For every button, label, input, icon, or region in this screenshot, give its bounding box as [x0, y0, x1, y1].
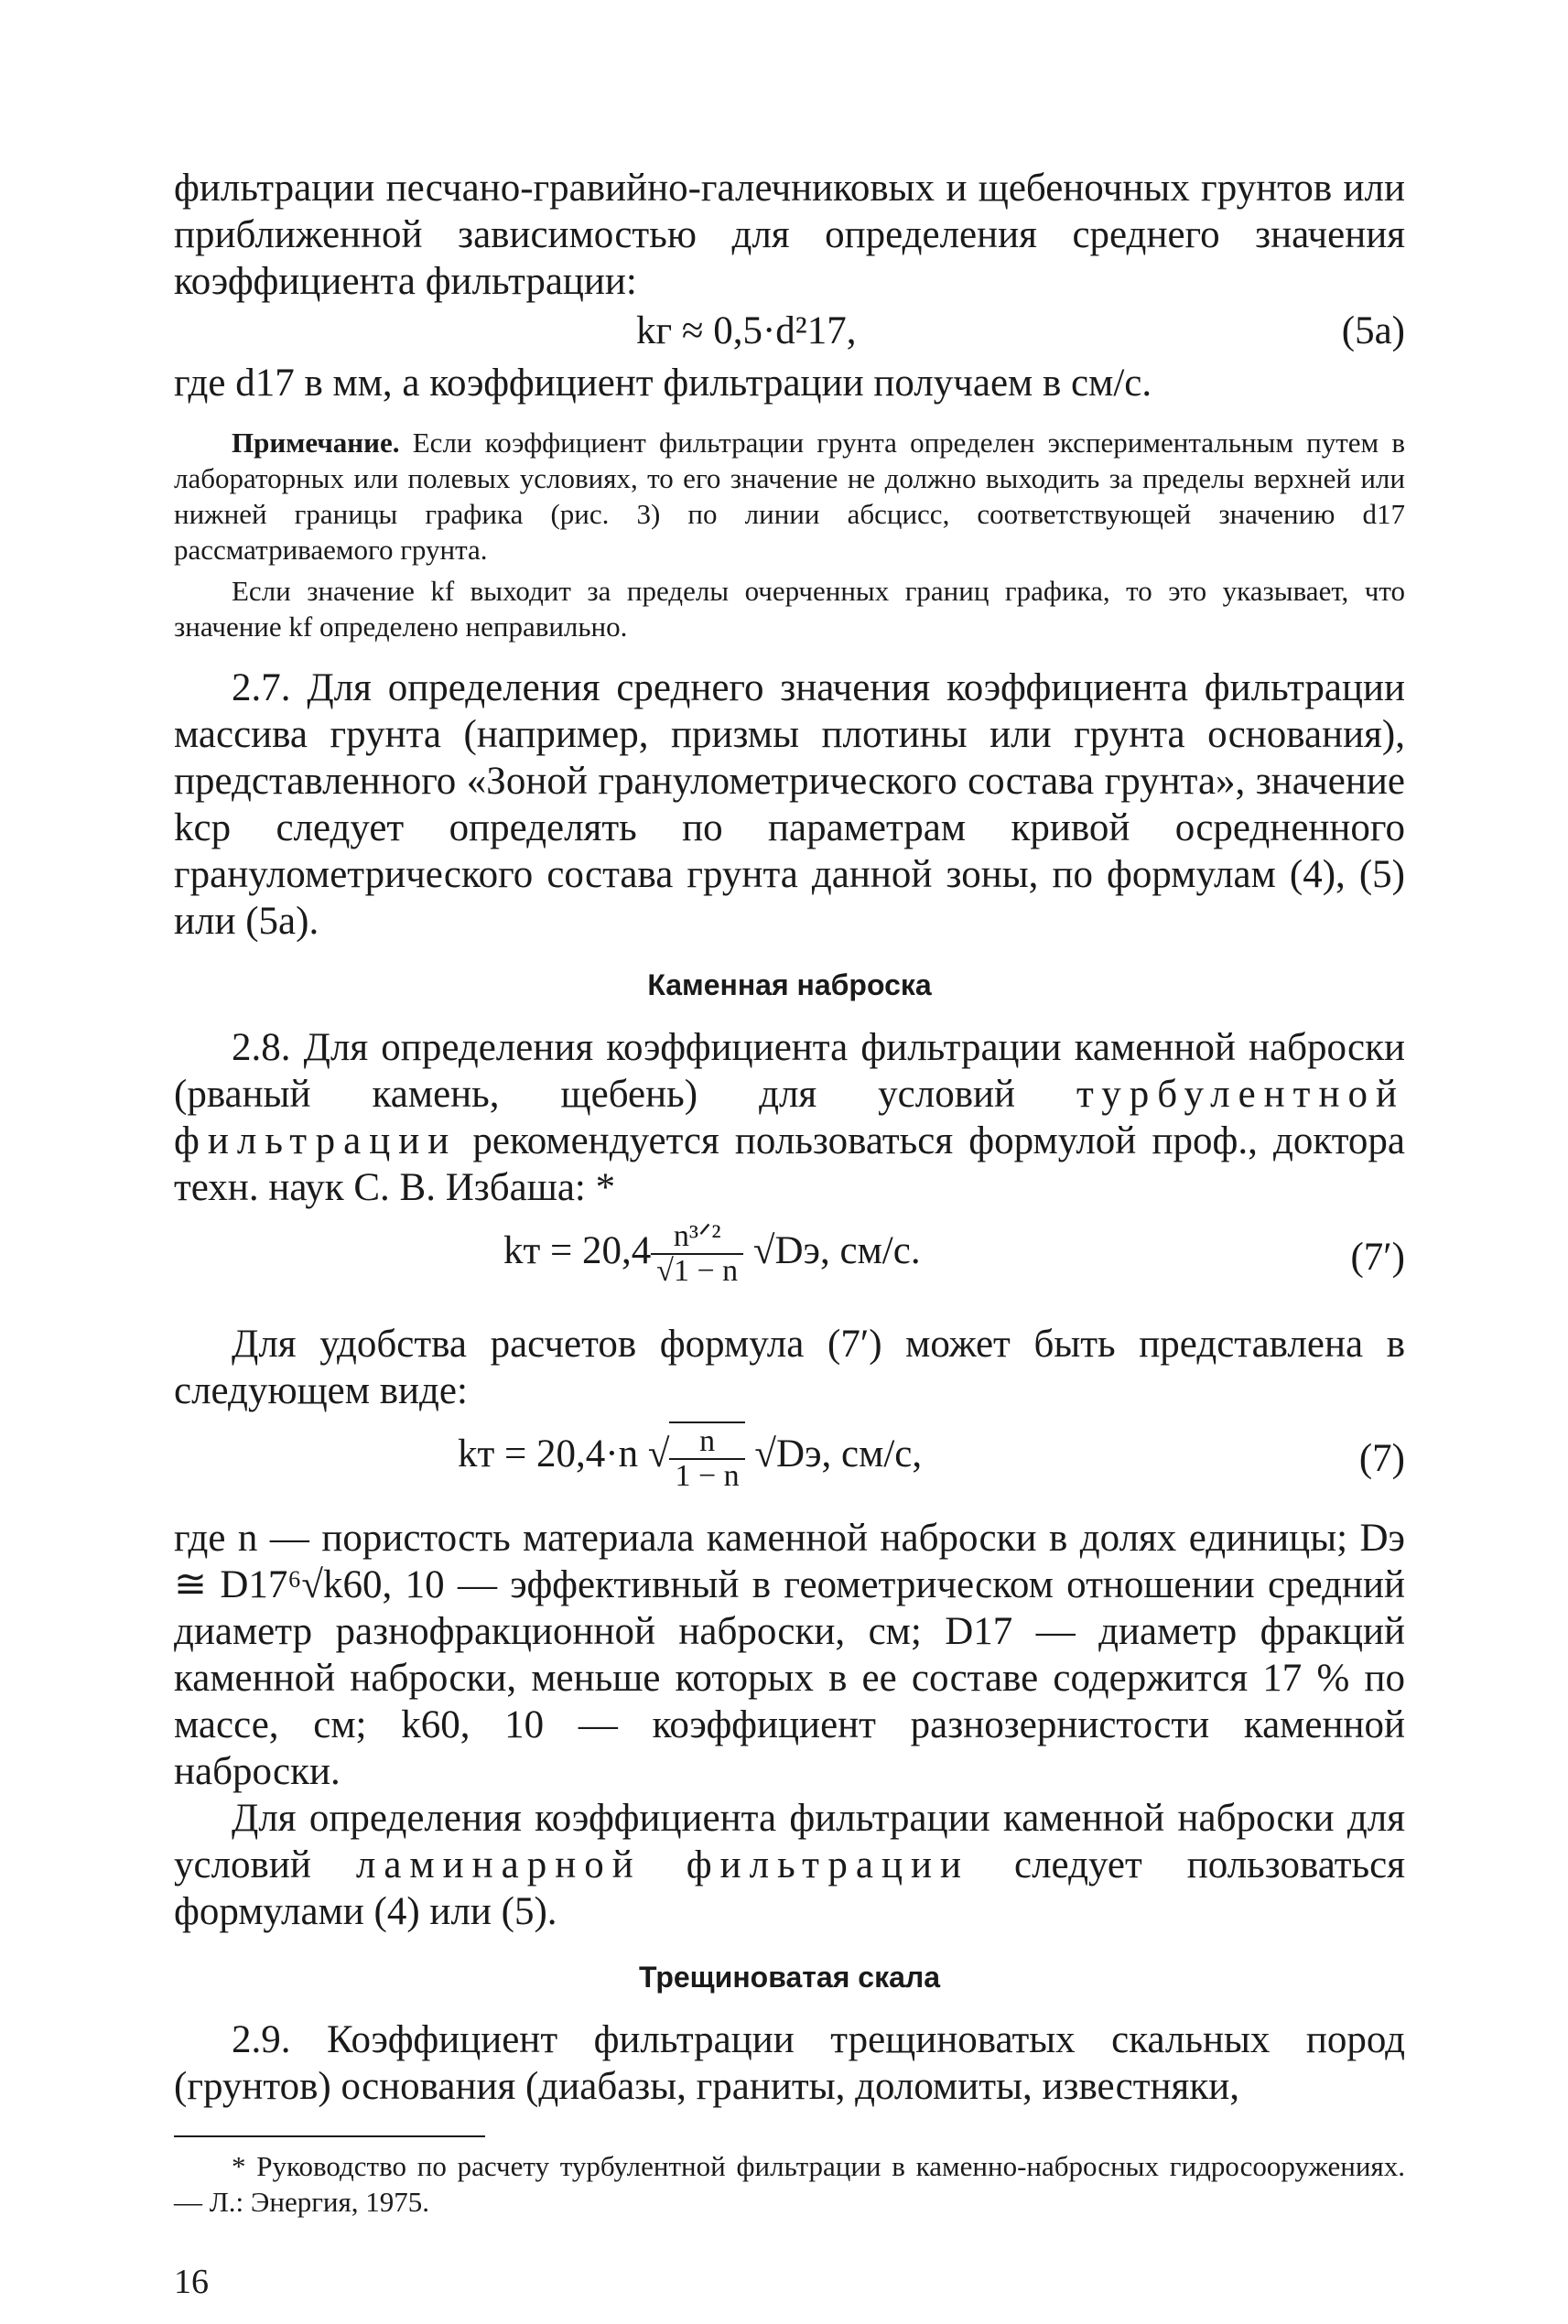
formula-7-expr: kт = 20,4·n √ $\frac{n}{1 - n}$ √Dэ, см/с, — [458, 1421, 922, 1493]
section-2-8-spaced: турбулентной фильтрации — [174, 1073, 1405, 1162]
formula-7-fraction — [669, 1421, 744, 1493]
formula-7-right: √Dэ, см/с, — [754, 1432, 923, 1475]
formula-7-prime-numerator: n³ᐟ² — [651, 1220, 743, 1255]
formula-7-prime-number: (7′) — [1350, 1236, 1405, 1279]
section-2-8-p4-b: следует пользоваться формулами (4) или (5). — [174, 1843, 1405, 1933]
formula-7-numerator: n — [669, 1425, 744, 1460]
section-2-8-paragraph-3: где n — пористость материала каменной наброски в долях единицы; Dэ ≅ D17⁶√k60, 10 — эффективный в геометрическом отношении средний диаметр разнофракционной наброски, см; D17 — диаметр фракций каменной наброски, меньше которых в ее составе содержится 17 % по массе, см; k60, 10 — коэффициент разнозернистости каменной наброски. — [174, 1517, 1405, 1793]
formula-7-prime-fraction — [651, 1220, 743, 1288]
page-number: 16 — [174, 2263, 209, 2301]
note-label: Примечание. — [232, 427, 400, 459]
section-2-8-p4-a: Для определения коэффициента фильтрации каменной наброски для условий — [174, 1797, 1405, 1886]
formula-7 — [174, 1414, 1405, 1509]
section-2-8-paragraph-2: Для удобства расчетов формула (7′) может быть представлена в следующем виде: — [174, 1323, 1405, 1412]
intro-paragraph: фильтрации песчано-гравийно-галечниковых и щебеночных грунтов или приближенной зависимостью для определения среднего значения коэффициента фильтрации: — [174, 167, 1405, 303]
formula-7-prime-denominator: √1 − n — [656, 1254, 739, 1288]
footnote: * Руководство по расчету турбулентной фильтрации в каменно-набросных гидросооружениях. — Л.: Энергия, 1975. — [174, 2150, 1405, 2218]
formula-7-number: (7) — [1358, 1437, 1405, 1480]
note-paragraph-2: Если значение kf выходит за пределы очерченных границ графика, то это указывает, что значение kf определено неправильно. — [174, 575, 1405, 643]
footnote-divider — [174, 2135, 485, 2137]
formula-7-left: kт = 20,4·n — [458, 1432, 639, 1475]
note-text-1: Если коэффициент фильтрации грунта определен экспериментальным путем в лабораторных или полевых условиях, то его значение не должно выходить за пределы верхней или нижней границы графика (рис. 3) по линии абсцисс, соответствующей значению d17 рассматриваемого грунта. — [174, 427, 1405, 566]
section-2-9: 2.9. Коэффициент фильтрации трещиноватых скальных пород (грунтов) основания (диабазы, граниты, доломиты, известняки, — [174, 2018, 1405, 2108]
heading-treshchinovataya-skala: Трещиноватая скала — [638, 1961, 941, 1994]
formula-7-prime-expr — [503, 1220, 921, 1288]
formula-5a — [174, 307, 1405, 360]
formula-7-prime-left: kт = 20,4 — [503, 1228, 652, 1272]
formula-7-prime-right: √Dэ, см/с. — [752, 1228, 921, 1272]
section-2-8-text-b: рекомендуется пользоваться формулой проф., доктора техн. наук С. В. Избаша: * — [174, 1119, 1405, 1209]
section-2-8-paragraph-4 — [174, 1795, 1405, 1935]
section-2-8 — [174, 1024, 1405, 1211]
note-block — [174, 425, 1405, 644]
page-content — [174, 165, 1405, 2302]
section-2-8-p4-spaced-1: ламинарной — [355, 1843, 642, 1886]
formula-7-prime — [174, 1211, 1405, 1310]
intro-where: где d17 в мм, а коэффициент фильтрации получаем в см/с. — [174, 362, 1152, 405]
formula-5a-expr: kг ≈ 0,5·d²17, — [636, 309, 857, 352]
section-2-8-text-a: 2.8. Для определения коэффициента фильтрации каменной наброски (рваный камень, щебень) для условий — [174, 1026, 1405, 1116]
formula-5a-number: (5а) — [1341, 309, 1405, 352]
section-2-8-p4-spaced-2: фильтрации — [686, 1843, 970, 1886]
note-paragraph-1 — [174, 425, 1405, 567]
section-2-7: 2.7. Для определения среднего значения коэффициента фильтрации массива грунта (например, призмы плотины или грунта основания), представленного «Зоной гранулометрического состава грунта», значение kср следует определять по параметрам кривой осредненного гранулометрического состава грунта данной зоны, по формулам (4), (5) или (5а). — [174, 666, 1405, 943]
heading-kamennaya-naboska: Каменная наброска — [647, 968, 932, 1001]
formula-7-denominator: 1 − n — [675, 1459, 740, 1493]
